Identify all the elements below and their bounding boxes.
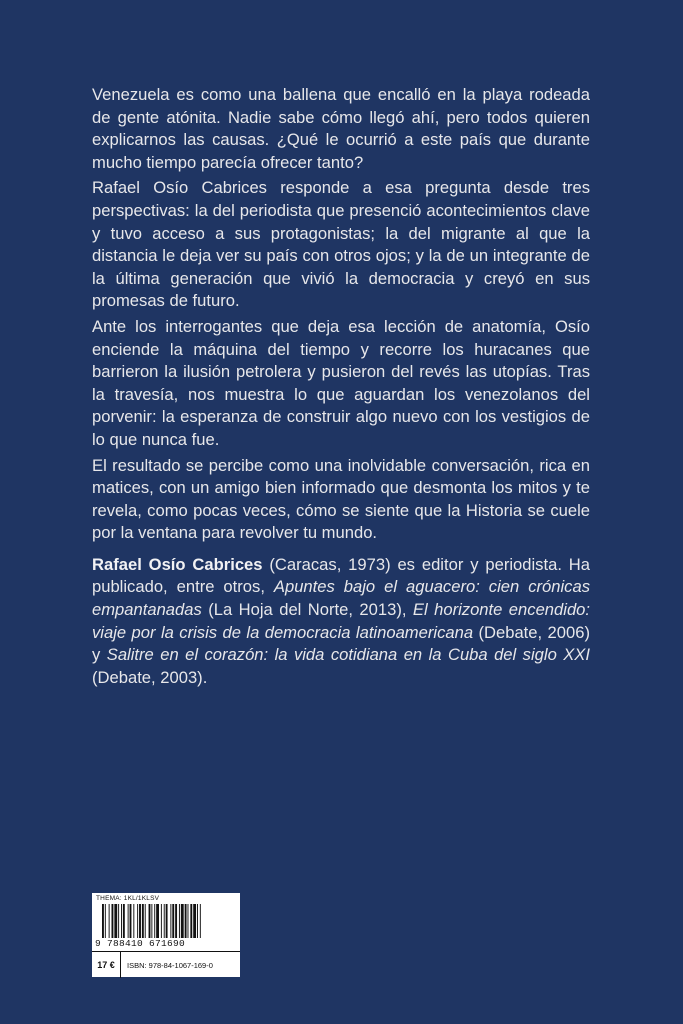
- author-name: Rafael Osío Cabrices: [92, 554, 263, 574]
- barcode-digits: 9 788410 671690: [95, 938, 186, 949]
- bio-text: (La Hoja del Norte, 2013),: [201, 600, 413, 620]
- price-row: [92, 951, 240, 978]
- back-cover-text: [92, 84, 590, 692]
- author-bio: [92, 554, 590, 690]
- bio-text: (Caracas, 1973) es editor y periodista. Ha publicado, entre otros,: [92, 554, 590, 597]
- barcode-label: [92, 893, 240, 977]
- book-title: El horizonte encendido: viaje por la crisis de la democracia latinoamericana: [92, 600, 591, 642]
- price-tag: 17 €: [92, 952, 121, 978]
- bio-text: (Debate, 2003).: [92, 667, 208, 687]
- isbn-number: ISBN: 978-84-1067-169-0: [127, 960, 213, 970]
- thema-code: THEMA: 1KL/1KLSV: [96, 895, 160, 902]
- blurb-paragraph: Venezuela es como una ballena que encalló en la playa rodeada de gente atónita. Nadie sabe cómo llegó ahí, pero todos quieren explicarnos las causas. ¿Qué le ocurrió a este país que durante mucho tiempo parecía ofrecer tanto?: [92, 85, 590, 172]
- blurb-paragraph: Rafael Osío Cabrices responde a esa pregunta desde tres perspectivas: la del periodista que presenció acontecimientos clave y tuvo acceso a sus protagonistas; la del migrante al que la distancia le deja ver su país con otros ojos; y la de un integrante de la última generación que vivió la democracia y creyó en sus promesas de futuro.: [92, 178, 590, 311]
- book-title: Apuntes bajo el aguacero: cien crónicas empantanadas: [92, 577, 590, 620]
- blurb-paragraph: El resultado se percibe como una inolvidable conversación, rica en matices, con un amigo bien informado que desmonta los mitos y te revela, como pocas veces, cómo se siente que la Historia se cuele por la ventana para revolver tu mundo.: [92, 455, 590, 543]
- blurb-paragraph: Ante los interrogantes que deja esa lección de anatomía, Osío enciende la máquina del tiempo y recorre los huracanes que barrieron la ilusión petrolera y pusieron del revés las utopías. Tras la travesía, nos muestra lo que aguardan los venezolanos del porvenir: la esperanza de construir algo nuevo con los vestigios de lo que nunca fue.: [92, 316, 590, 449]
- barcode-icon: [102, 904, 234, 938]
- book-title: Salitre en el corazón: la vida cotidiana en la Cuba del siglo XXI: [106, 645, 590, 665]
- bio-text: (Debate, 2006) y: [92, 622, 590, 665]
